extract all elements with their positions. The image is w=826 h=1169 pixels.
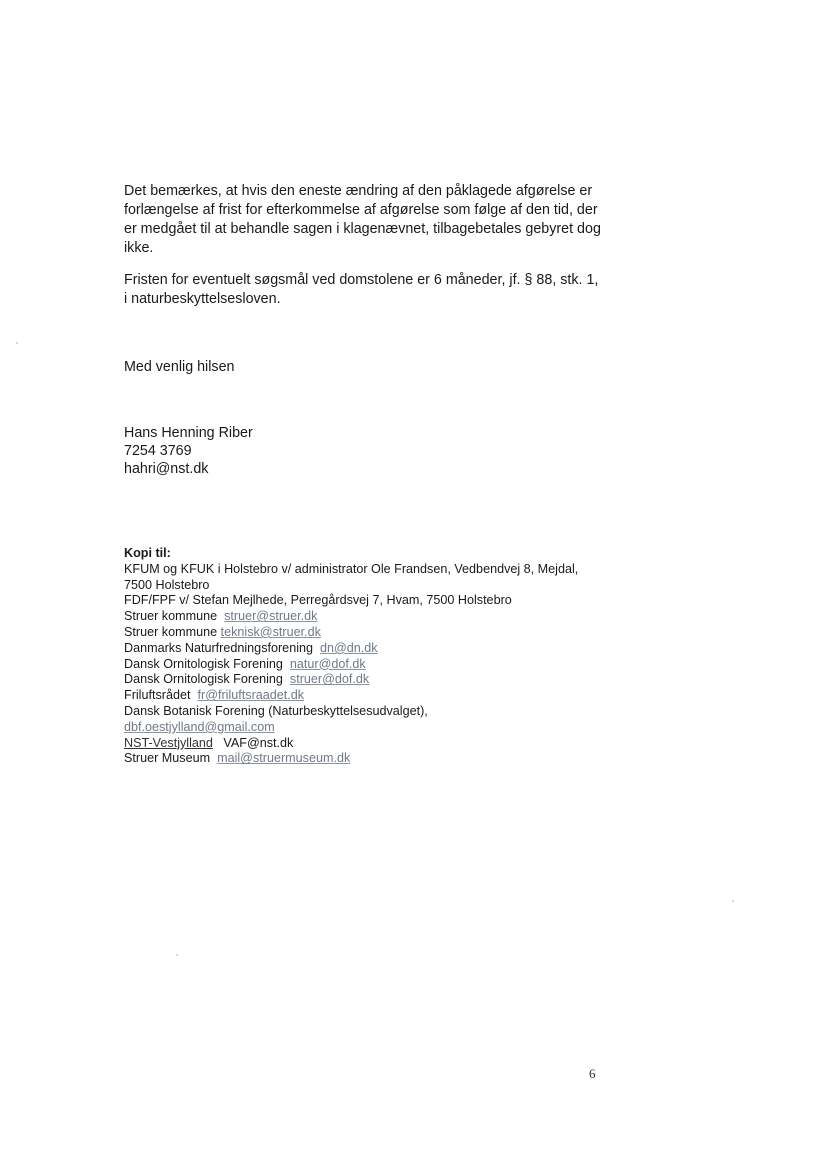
museum-email-link[interactable]: mail@struermuseum.dk <box>217 751 351 766</box>
copy-list <box>124 546 594 767</box>
signature-block <box>124 424 253 478</box>
scan-speck <box>176 954 178 956</box>
museum-name: Struer Museum <box>124 751 211 766</box>
recipient-email-link[interactable]: teknisk@struer.dk <box>220 624 321 639</box>
scan-speck <box>16 342 18 344</box>
recipient-name: Struer kommune <box>124 609 218 624</box>
recipient-name: Dansk Ornitologisk Forening <box>124 656 283 671</box>
recipient-email-link[interactable]: natur@dof.dk <box>289 656 366 671</box>
copy-recipient <box>124 641 594 657</box>
recipient-name: Friluftsrådet <box>124 688 191 703</box>
paragraph-fee-refund: Det bemærkes, at hvis den eneste ændring af den påklagede afgørelse er forlængelse af frist for efterkommelse af afgørelse som følge af den tid, der er medgået til at behandle sagen i klagenævnet, tilbagebetales gebyret dog ikke. <box>124 183 601 256</box>
recipient-email-link[interactable]: fr@friluftsraadet.dk <box>197 688 305 703</box>
copy-recipient-botanisk: Dansk Botanisk Forening (Naturbeskyttelsesudvalget), <box>124 703 428 718</box>
copy-recipient-nst <box>124 736 594 752</box>
recipient-email-link[interactable]: dn@dn.dk <box>320 640 378 655</box>
recipient-name: Dansk Ornitologisk Forening <box>124 672 283 687</box>
recipient-email-link[interactable]: struer@dof.dk <box>289 672 370 687</box>
copy-recipient <box>124 625 594 641</box>
copy-recipient-fdf: FDF/FPF v/ Stefan Mejlhede, Perregårdsvej 7, Hvam, 7500 Holstebro <box>124 593 512 608</box>
recipient-name: Struer kommune <box>124 624 218 639</box>
copy-recipient <box>124 688 594 704</box>
scan-speck <box>732 900 734 902</box>
copy-recipient <box>124 672 594 688</box>
nst-name-link[interactable]: NST-Vestjylland <box>124 735 213 750</box>
recipient-name: Danmarks Naturfredningsforening <box>124 640 313 655</box>
signer-name: Hans Henning Riber <box>124 425 253 441</box>
greeting: Med venlig hilsen <box>124 359 235 375</box>
recipient-email-link[interactable]: struer@struer.dk <box>224 609 318 624</box>
copy-recipient <box>124 609 594 625</box>
copy-list-heading: Kopi til: <box>124 546 171 560</box>
botanisk-email-link[interactable]: dbf.oestjylland@gmail.com <box>124 719 275 734</box>
page-number: 6 <box>589 1066 596 1081</box>
copy-recipient-botanisk-email-row <box>124 720 594 736</box>
copy-recipient <box>124 657 594 673</box>
signer-phone: 7254 3769 <box>124 443 192 459</box>
paragraph-lawsuit-deadline: Fristen for eventuelt søgsmål ved domstolene er 6 måneder, jf. § 88, stk. 1, i naturbeskyttelsesloven. <box>124 272 599 307</box>
nst-email: VAF@nst.dk <box>223 735 294 750</box>
copy-recipient-museum <box>124 751 594 767</box>
signer-email: hahri@nst.dk <box>124 461 209 477</box>
copy-recipient-kfum: KFUM og KFUK i Holstebro v/ administrator Ole Frandsen, Vedbendvej 8, Mejdal, 7500 Holstebro <box>124 561 579 592</box>
